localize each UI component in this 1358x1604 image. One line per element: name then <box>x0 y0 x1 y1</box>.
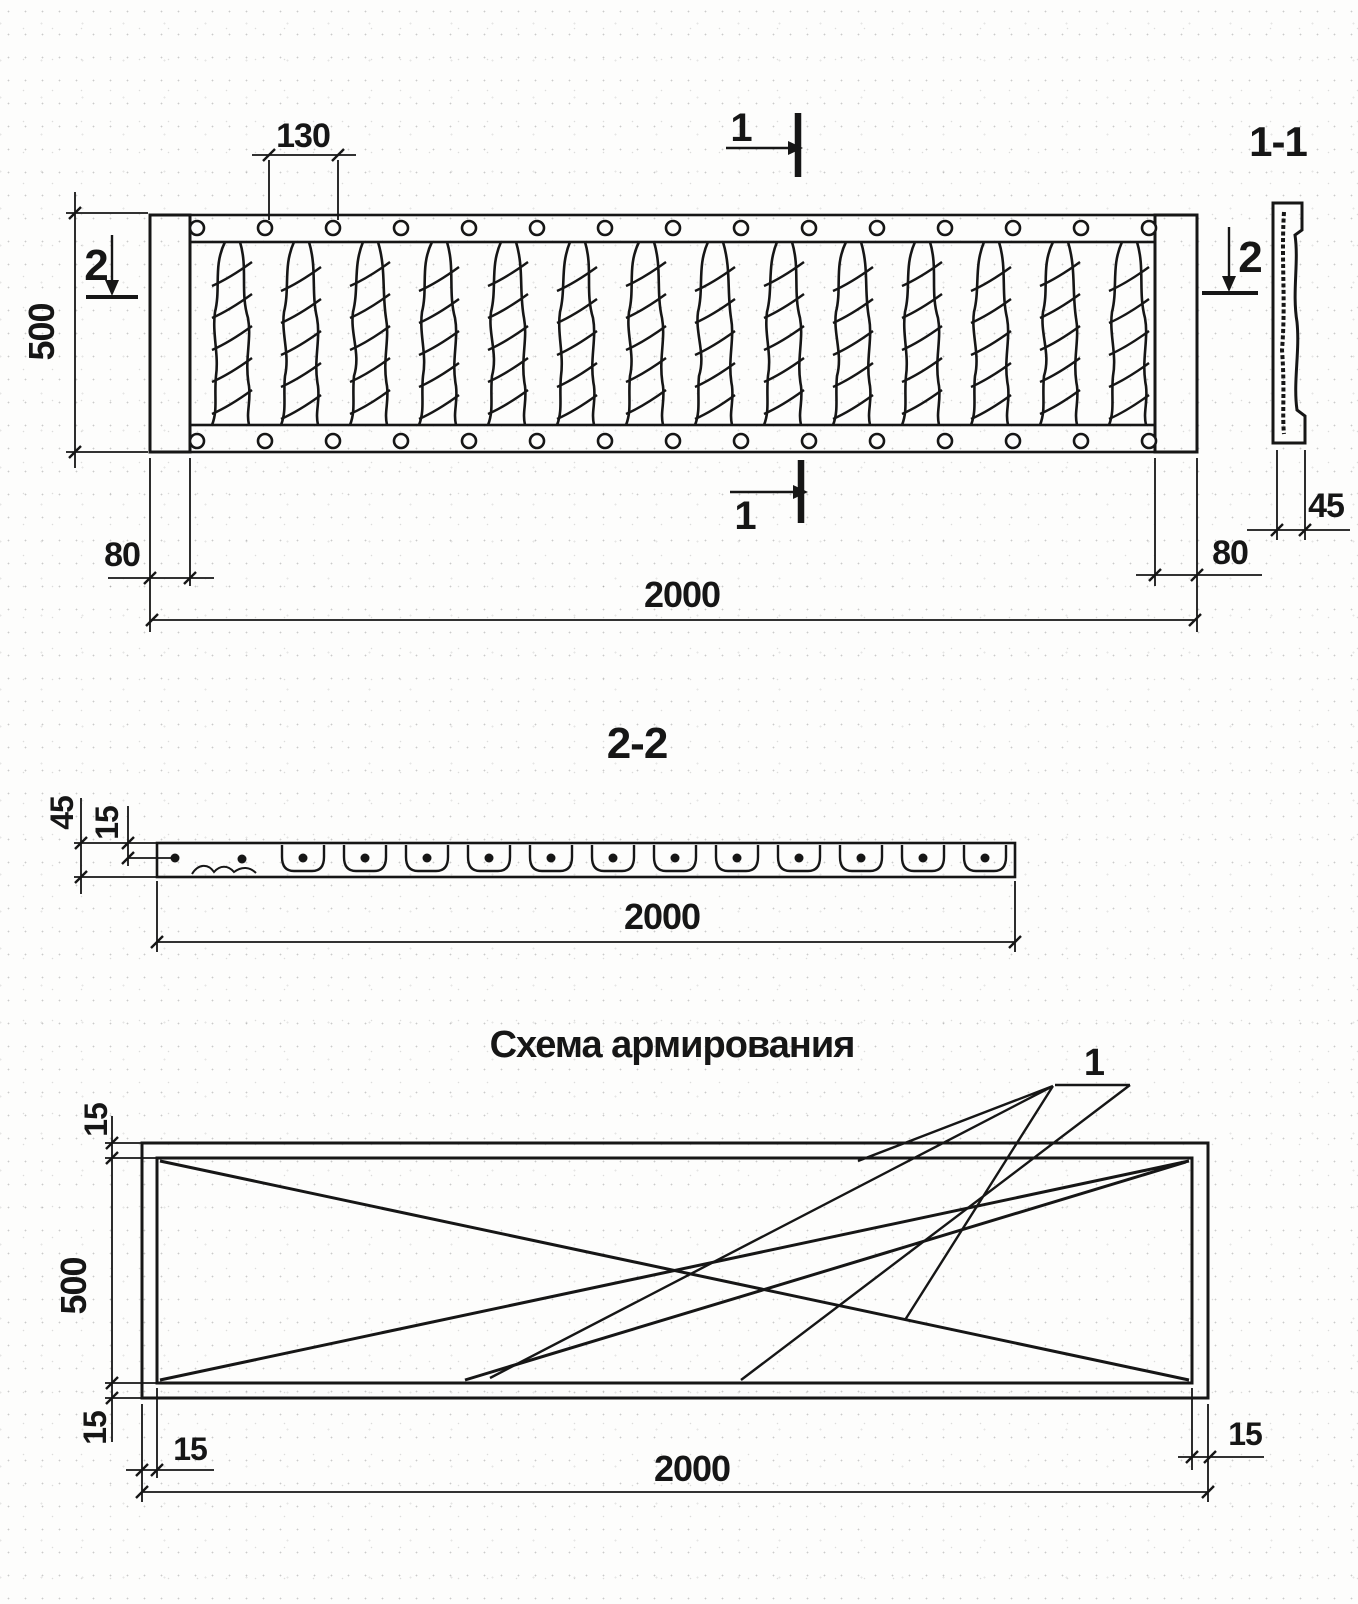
section-2-2-title: 2-2 <box>606 719 668 768</box>
rail-hole <box>394 221 408 235</box>
profile-rebar <box>1282 212 1284 434</box>
baluster-spiral-stroke <box>833 395 873 419</box>
right-post <box>1155 215 1197 452</box>
front-elevation <box>150 215 1197 452</box>
rail-hole <box>1074 434 1088 448</box>
baluster-outline <box>902 242 915 425</box>
rebar-dot <box>423 854 432 863</box>
dimension-ticks <box>69 149 1311 1498</box>
baluster-spiral-stroke <box>488 326 528 350</box>
cut-2-right-label: 2 <box>1238 233 1262 282</box>
baluster-outline <box>488 242 501 425</box>
baluster-spiral-stroke <box>350 390 390 414</box>
baluster-spiral-stroke <box>557 363 597 387</box>
rail-hole <box>1142 434 1156 448</box>
baluster-spiral-stroke <box>557 395 597 419</box>
rail-hole <box>1006 221 1020 235</box>
section-cut-marks <box>86 113 1258 523</box>
baluster-spiral-stroke <box>281 395 321 419</box>
rail-hole <box>258 221 272 235</box>
rail-hole <box>734 221 748 235</box>
rail-hole <box>190 434 204 448</box>
leader-lines <box>490 1085 1130 1380</box>
baluster-spiral-stroke <box>971 395 1011 419</box>
baluster-outline <box>1109 242 1122 425</box>
rebar-dot <box>547 854 556 863</box>
rail-hole <box>598 221 612 235</box>
baluster-spiral-stroke <box>833 331 873 355</box>
baluster-outline <box>212 242 225 425</box>
rebar-dot <box>609 854 618 863</box>
rail-hole <box>598 434 612 448</box>
section-1-1-view <box>1273 203 1305 443</box>
baluster-sockets <box>282 845 1006 871</box>
rail-hole <box>870 221 884 235</box>
baluster-spiral-stroke <box>902 358 942 382</box>
baluster-outline <box>764 242 777 425</box>
dim-80-right-label: 80 <box>1212 534 1248 572</box>
baluster-spiral-stroke <box>764 326 804 350</box>
rebar-dot <box>171 854 180 863</box>
baluster-outline <box>833 242 846 425</box>
arrowhead-down-icon <box>1222 276 1236 292</box>
section-1-1-title: 1-1 <box>1249 118 1307 165</box>
rebar-dot <box>981 854 990 863</box>
baluster-outline <box>971 242 984 425</box>
baluster-spiral-stroke <box>557 331 597 355</box>
dim-15-left-label: 15 <box>173 1431 207 1467</box>
rebar-dot <box>795 854 804 863</box>
dim-130-label: 130 <box>276 117 330 155</box>
rail-hole <box>530 434 544 448</box>
dim-15-right-label: 15 <box>1228 1416 1262 1452</box>
baluster-spiral-stroke <box>1109 331 1149 355</box>
reinforcement-scheme <box>105 1085 1264 1502</box>
profile-outline <box>1273 203 1305 443</box>
rail-hole <box>326 221 340 235</box>
baluster-spiral-stroke <box>212 358 252 382</box>
rebar-dot <box>671 854 680 863</box>
rail-hole <box>870 434 884 448</box>
rail-section-bar <box>157 843 1015 877</box>
rail-hole <box>462 434 476 448</box>
rail-hole <box>190 221 204 235</box>
baluster-outline <box>281 242 294 425</box>
rail-hole <box>326 434 340 448</box>
baluster-spiral-stroke <box>1040 326 1080 350</box>
rebar-dot <box>299 854 308 863</box>
rebar-dot <box>238 855 247 864</box>
baluster-outline <box>626 242 639 425</box>
baluster-spiral-stroke <box>488 390 528 414</box>
cut-1-bottom-label: 1 <box>734 494 756 538</box>
cut-2-left-label: 2 <box>84 241 108 290</box>
rail-hole <box>666 221 680 235</box>
rebar-diagonals <box>160 1161 1189 1380</box>
reinforcement-title: Схема армирования <box>489 1024 855 1066</box>
rebar-dot <box>733 854 742 863</box>
baluster-outline <box>1040 242 1053 425</box>
rebar-dot <box>361 854 370 863</box>
baluster-spiral-stroke <box>971 331 1011 355</box>
cut-1-top-label: 1 <box>730 106 752 150</box>
rail-hole <box>938 434 952 448</box>
section-2-2-view <box>74 798 1015 952</box>
dim-2000-front-label: 2000 <box>643 574 721 615</box>
baluster-outline <box>557 242 570 425</box>
dim-80-left-label: 80 <box>104 536 140 574</box>
dim-500-label: 500 <box>21 303 62 361</box>
concrete-break-squiggle <box>192 866 256 874</box>
baluster-outline <box>695 242 708 425</box>
baluster-spiral-stroke <box>1109 395 1149 419</box>
baluster-spiral-stroke <box>902 390 942 414</box>
dim-45-section-label: 45 <box>44 796 80 830</box>
rebar-dot <box>919 854 928 863</box>
dim-15-section-label: 15 <box>89 806 125 840</box>
rail-hole <box>1074 221 1088 235</box>
dim-2000-scheme-label: 2000 <box>653 1448 731 1489</box>
rail-hole <box>530 221 544 235</box>
baluster-spiral-stroke <box>419 331 459 355</box>
baluster-outline <box>350 242 363 425</box>
dim-15-bottom-label: 15 <box>77 1411 113 1445</box>
baluster-spiral-stroke <box>419 395 459 419</box>
rail-hole <box>666 434 680 448</box>
rail-hole <box>938 221 952 235</box>
rail-hole <box>462 221 476 235</box>
rail-hole <box>802 434 816 448</box>
baluster-spiral-stroke <box>281 331 321 355</box>
baluster-spiral-stroke <box>1040 390 1080 414</box>
baluster-spiral-stroke <box>350 326 390 350</box>
baluster-spiral-stroke <box>212 390 252 414</box>
left-post <box>150 215 190 452</box>
dim-15-top-label: 15 <box>78 1103 114 1137</box>
baluster-spiral-stroke <box>212 326 252 350</box>
rebar-dot <box>485 854 494 863</box>
rail-hole <box>1142 221 1156 235</box>
section-2-2-dim-lines <box>74 798 1015 952</box>
rail-hole <box>258 434 272 448</box>
baluster-spiral-stroke <box>626 326 666 350</box>
rebar-item-label: 1 <box>1083 1042 1105 1084</box>
baluster-spiral-stroke <box>626 390 666 414</box>
dim-45-profile-label: 45 <box>1308 487 1344 525</box>
baluster-spiral-stroke <box>764 390 804 414</box>
baluster-outline <box>419 242 432 425</box>
rail-hole <box>1006 434 1020 448</box>
dim-500-scheme-label: 500 <box>53 1257 94 1315</box>
dim-2000-section-label: 2000 <box>623 896 701 937</box>
baluster-spiral-stroke <box>902 326 942 350</box>
baluster-spiral-stroke <box>695 395 735 419</box>
rebar-dot <box>857 854 866 863</box>
twisted-balusters <box>212 242 1149 425</box>
rail-holes <box>190 221 1156 448</box>
rail-hole <box>802 221 816 235</box>
reinforcement-dim-lines <box>105 1116 1264 1502</box>
rail-hole <box>394 434 408 448</box>
rail-hole <box>734 434 748 448</box>
